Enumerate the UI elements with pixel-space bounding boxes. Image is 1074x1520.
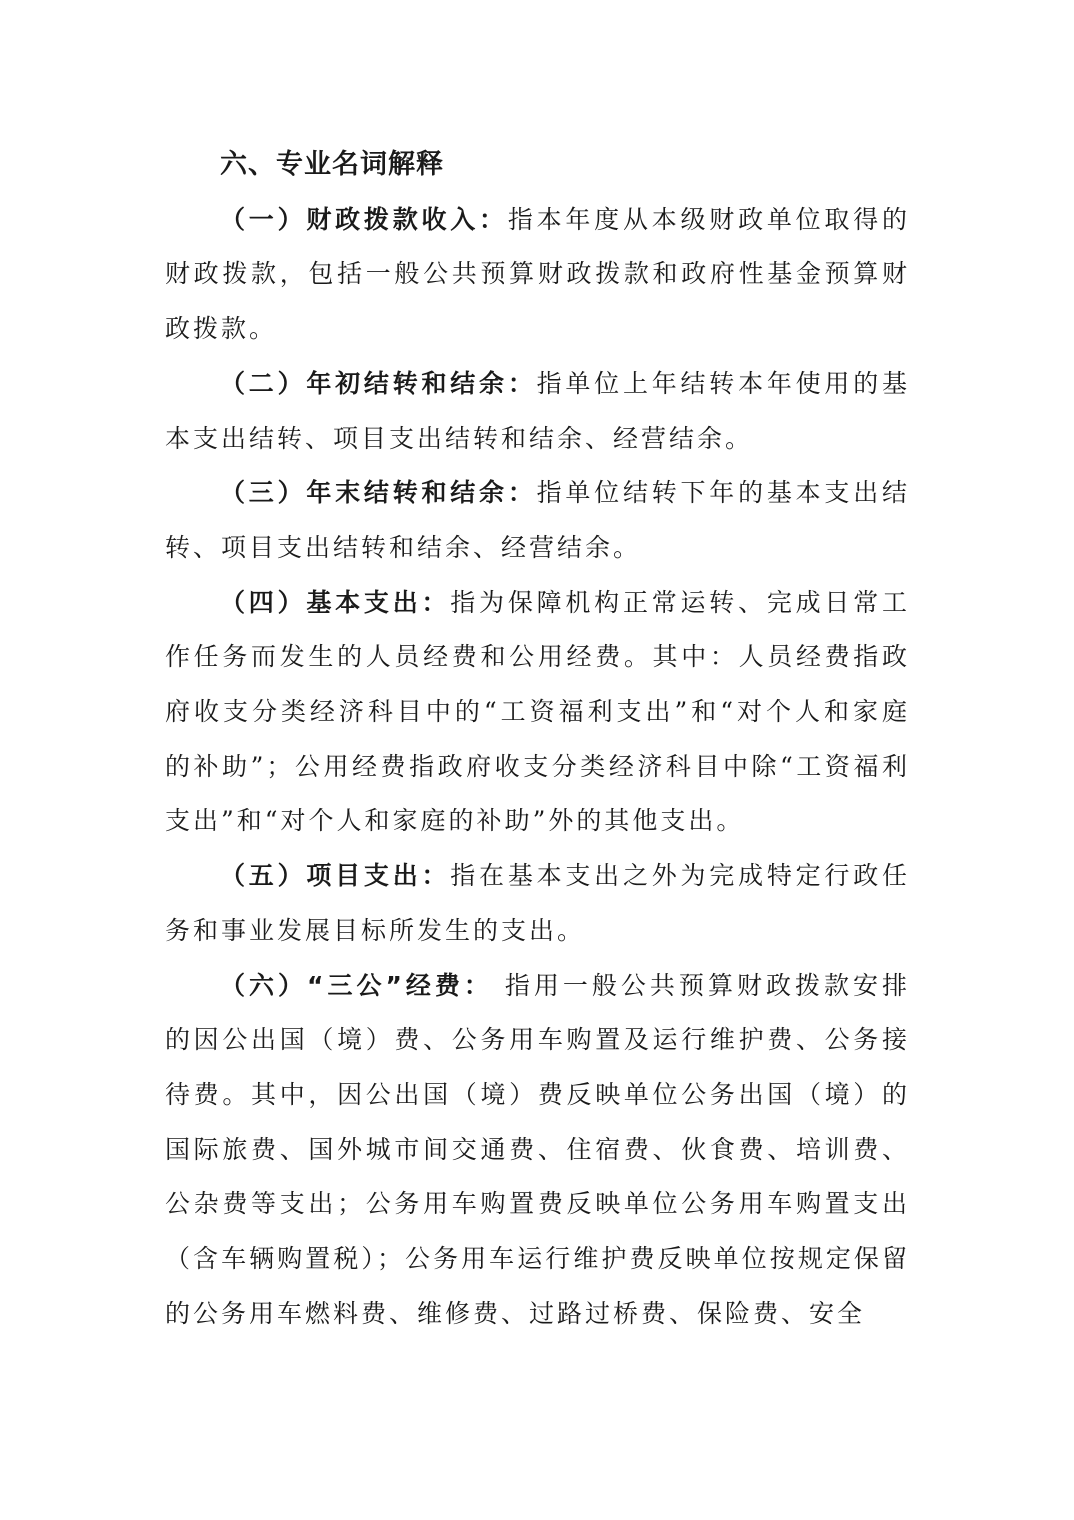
document-page: [165, 138, 910, 1341]
definition-paragraph: [165, 466, 910, 575]
definition-text: 指用一般公共预算财政拨款安排的因公出国（境）费、公务用车购置及运行维护费、公务接待费。其中，因公出国（境）费反映单位公务出国（境）的国际旅费、国外城市间交通费、住宿费、伙食费、培训费、公杂费等支出；公务用车购置费反映单位公务用车购置支出（含车辆购置税）；公务用车运行维护费反映单位按规定保留的公务用车燃料费、维修费、过路过桥费、保险费、安全: [165, 970, 910, 1328]
definition-paragraph: [165, 849, 910, 958]
definition-paragraph: [165, 193, 910, 357]
definition-term: （三）年末结转和结余：: [220, 478, 537, 508]
definition-text: 指单位结转下年的基本支出结转、项目支出结转和结余、经营结余。: [165, 478, 910, 562]
definition-paragraph: [165, 576, 910, 850]
definition-term: （四）基本支出：: [220, 587, 451, 617]
definition-text: 指为保障机构正常运转、完成日常工作任务而发生的人员经费和公用经费。其中：人员经费指政府收支分类经济科目中的“工资福利支出”和“对个人和家庭的补助”；公用经费指政府收支分类经济科目中除“工资福利支出”和“对个人和家庭的补助”外的其他支出。: [165, 587, 910, 836]
definition-term: （二）年初结转和结余：: [220, 368, 537, 398]
definition-paragraph: [165, 959, 910, 1342]
definition-paragraph: [165, 357, 910, 466]
definition-term: （一）财政拨款收入：: [220, 204, 508, 234]
definition-term: （六）“三公”经费：: [220, 970, 493, 1000]
definition-text: 指本年度从本级财政单位取得的财政拨款，包括一般公共预算财政拨款和政府性基金预算财政拨款。: [165, 204, 910, 344]
definition-text: 指在基本支出之外为完成特定行政任务和事业发展目标所发生的支出。: [165, 861, 910, 945]
definition-text: 指单位上年结转本年使用的基本支出结转、项目支出结转和结余、经营结余。: [165, 368, 910, 453]
definition-term: （五）项目支出：: [220, 861, 451, 891]
section-heading: 六、专业名词解释: [220, 149, 444, 180]
